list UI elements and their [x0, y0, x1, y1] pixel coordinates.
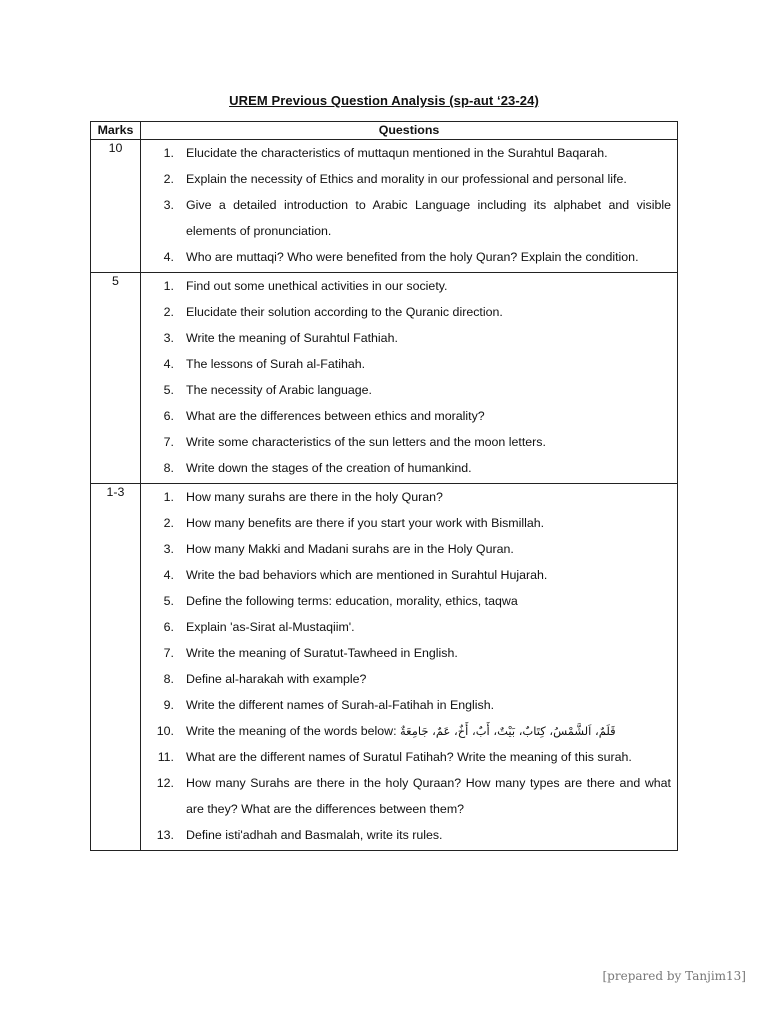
- question-item: [141, 822, 671, 848]
- question-number: 4.: [163, 357, 174, 371]
- question-text: What are the differences between ethics and morality?: [186, 409, 485, 423]
- table-header-row: [91, 122, 678, 140]
- question-text: Write the meaning of the words below:: [186, 724, 397, 738]
- question-text: What are the different names of Suratul Fatihah? Write the meaning of this surah.: [186, 750, 632, 764]
- question-item: [141, 536, 671, 562]
- question-number: 3.: [163, 198, 174, 212]
- question-number: 1.: [163, 146, 174, 160]
- question-text-wrap: [186, 588, 671, 614]
- question-number: 7.: [163, 435, 174, 449]
- question-text: Find out some unethical activities in our society.: [186, 279, 448, 293]
- question-text: Write the bad behaviors which are mentioned in Surahtul Hujarah.: [186, 568, 548, 582]
- question-number: 1.: [163, 490, 174, 504]
- question-number: 13.: [156, 828, 174, 842]
- question-number: 12.: [156, 776, 174, 790]
- question-number: 1.: [163, 279, 174, 293]
- prepared-by-note: [prepared by Tanjim13]: [602, 969, 746, 983]
- question-number: 2.: [163, 305, 174, 319]
- question-list: [141, 273, 677, 483]
- question-item: [141, 244, 671, 270]
- question-number: 4.: [163, 250, 174, 264]
- question-text-wrap: [186, 299, 671, 325]
- question-text-wrap: [186, 403, 671, 429]
- question-text: Who are muttaqi? Who were benefited from the holy Quran? Explain the condition.: [186, 250, 639, 264]
- question-text-wrap: [186, 614, 671, 640]
- question-text: How many benefits are there if you start your work with Bismillah.: [186, 516, 545, 530]
- question-text-wrap: [186, 455, 671, 481]
- question-text: How many Surahs are there in the holy Quraan? How many types are there and what are they? What are the differences between them?: [186, 776, 671, 816]
- document-title: UREM Previous Question Analysis (sp-aut ‘23-24): [229, 93, 539, 108]
- question-text: Write the meaning of Surahtul Fathiah.: [186, 331, 398, 345]
- question-text-wrap: [186, 770, 671, 822]
- table-body: [91, 140, 678, 851]
- question-text: Write down the stages of the creation of humankind.: [186, 461, 472, 475]
- question-table: [90, 121, 678, 851]
- questions-column-header: Questions: [141, 122, 678, 140]
- question-text-wrap: [186, 640, 671, 666]
- questions-cell: [141, 484, 678, 851]
- question-text-wrap: [186, 562, 671, 588]
- arabic-words: قَلَمٌ، اَلشَّمْسُ، كِتَابٌ، بَيْتٌ، أَبٌ، أَخٌ، عَمٌ، جَامِعَةٌ: [399, 724, 616, 738]
- question-text: Explain the necessity of Ethics and morality in our professional and personal life.: [186, 172, 627, 186]
- question-item: [141, 140, 671, 166]
- question-text-wrap: [186, 744, 671, 770]
- question-number: 8.: [163, 461, 174, 475]
- question-number: 2.: [163, 516, 174, 530]
- question-number: 4.: [163, 568, 174, 582]
- question-text: Write some characteristics of the sun letters and the moon letters.: [186, 435, 546, 449]
- question-item: [141, 351, 671, 377]
- question-number: 10.: [156, 724, 174, 738]
- question-item: [141, 166, 671, 192]
- question-text: Define isti'adhah and Basmalah, write its rules.: [186, 828, 443, 842]
- question-list: [141, 484, 677, 850]
- question-item: [141, 614, 671, 640]
- question-text-wrap: [186, 377, 671, 403]
- question-item: [141, 192, 671, 244]
- question-item: [141, 429, 671, 455]
- question-text-wrap: [186, 666, 671, 692]
- question-item: [141, 455, 671, 481]
- question-text-wrap: [186, 536, 671, 562]
- question-text: The necessity of Arabic language.: [186, 383, 372, 397]
- question-number: 11.: [157, 750, 174, 764]
- question-text-wrap: [186, 273, 671, 299]
- question-number: 7.: [163, 646, 174, 660]
- question-item: [141, 273, 671, 299]
- question-item: [141, 744, 671, 770]
- marks-cell: 10: [91, 140, 141, 273]
- question-text-wrap: [186, 718, 671, 744]
- question-item: [141, 325, 671, 351]
- question-item: [141, 666, 671, 692]
- table-row: [91, 140, 678, 273]
- question-text: Give a detailed introduction to Arabic Language including its alphabet and visible elements of pronunciation.: [186, 198, 671, 238]
- table-row: [91, 484, 678, 851]
- question-text-wrap: [186, 510, 671, 536]
- marks-cell: 1-3: [91, 484, 141, 851]
- question-number: 6.: [163, 409, 174, 423]
- question-number: 8.: [163, 672, 174, 686]
- question-number: 9.: [163, 698, 174, 712]
- question-item: [141, 510, 671, 536]
- question-text: Define al-harakah with example?: [186, 672, 367, 686]
- question-number: 5.: [163, 383, 174, 397]
- question-text: How many Makki and Madani surahs are in the Holy Quran.: [186, 542, 514, 556]
- question-text-wrap: [186, 192, 671, 244]
- question-text-wrap: [186, 244, 671, 270]
- question-number: 3.: [163, 542, 174, 556]
- question-text-wrap: [186, 822, 671, 848]
- question-number: 2.: [163, 172, 174, 186]
- question-text: Write the meaning of Suratut-Tawheed in English.: [186, 646, 458, 660]
- question-text-wrap: [186, 140, 671, 166]
- question-item: [141, 692, 671, 718]
- question-text: How many surahs are there in the holy Quran?: [186, 490, 443, 504]
- question-number: 6.: [163, 620, 174, 634]
- question-text: Elucidate their solution according to the Quranic direction.: [186, 305, 503, 319]
- question-text: Explain 'as-Sirat al-Mustaqiim'.: [186, 620, 355, 634]
- question-item: [141, 588, 671, 614]
- questions-cell: [141, 140, 678, 273]
- question-list: [141, 140, 677, 272]
- table-row: [91, 273, 678, 484]
- question-number: 3.: [163, 331, 174, 345]
- question-item: [141, 718, 671, 744]
- question-text-wrap: [186, 351, 671, 377]
- marks-cell: 5: [91, 273, 141, 484]
- question-item: [141, 403, 671, 429]
- question-item: [141, 770, 671, 822]
- question-item: [141, 562, 671, 588]
- question-text-wrap: [186, 166, 671, 192]
- question-item: [141, 377, 671, 403]
- question-text: Elucidate the characteristics of muttaqun mentioned in the Surahtul Baqarah.: [186, 146, 608, 160]
- question-item: [141, 299, 671, 325]
- question-text-wrap: [186, 484, 671, 510]
- question-text: Define the following terms: education, morality, ethics, taqwa: [186, 594, 518, 608]
- questions-cell: [141, 273, 678, 484]
- question-item: [141, 640, 671, 666]
- question-text: The lessons of Surah al-Fatihah.: [186, 357, 366, 371]
- question-text-wrap: [186, 429, 671, 455]
- marks-column-header: Marks: [91, 122, 141, 140]
- question-text-wrap: [186, 692, 671, 718]
- question-text: Write the different names of Surah-al-Fatihah in English.: [186, 698, 495, 712]
- question-item: [141, 484, 671, 510]
- question-number: 5.: [163, 594, 174, 608]
- question-text-wrap: [186, 325, 671, 351]
